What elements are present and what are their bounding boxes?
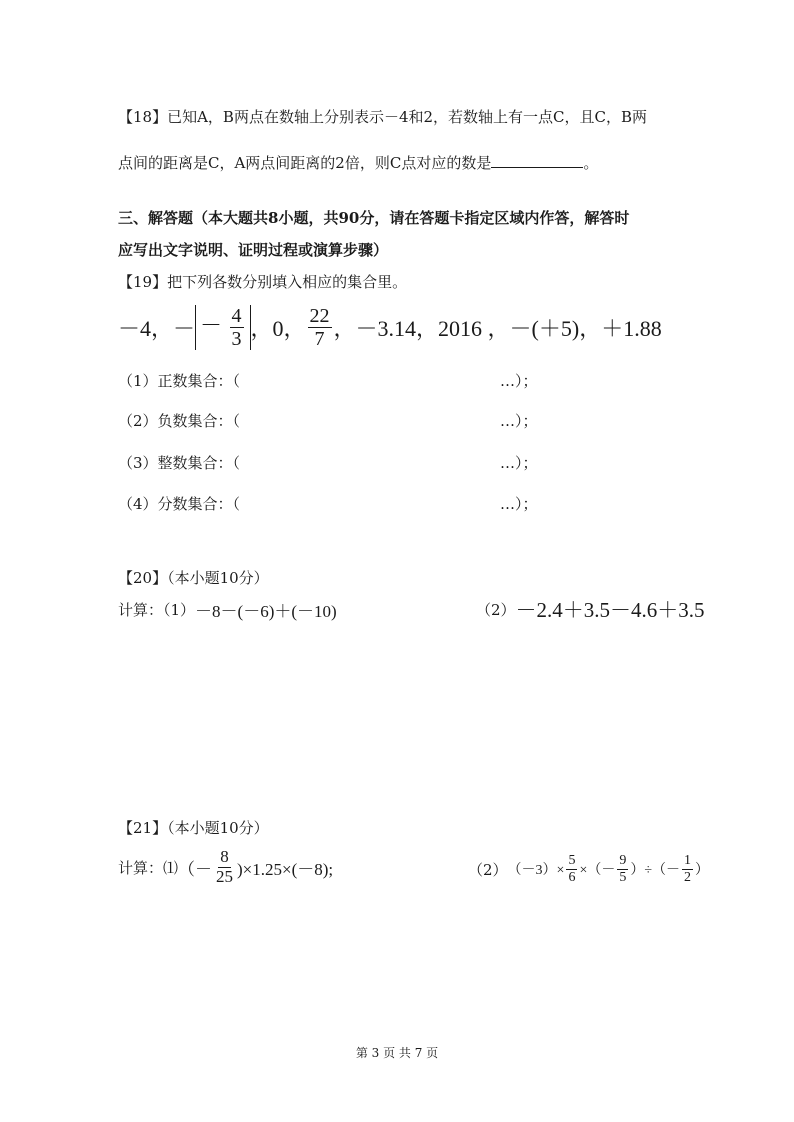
fraction-denominator: 25 — [216, 866, 234, 886]
q21-expr1 — [178, 848, 333, 886]
q19-expr-part-c: ，－3.14，2016 ，－(＋5)，＋1.88 — [333, 315, 662, 341]
absolute-value — [195, 305, 251, 350]
fraction-1-2 — [682, 853, 693, 885]
fraction-denominator: 7 — [314, 327, 325, 350]
q21-p1-rest: )×1.25×(－8); — [237, 859, 334, 879]
q20-expr2: －2.4＋3.5－4.6＋3.5 — [515, 598, 705, 622]
set-integer-end: …）； — [500, 454, 538, 472]
abs-inner-sign: － — [200, 312, 223, 338]
fraction-denominator: 6 — [568, 869, 576, 885]
fraction-22-7 — [308, 305, 332, 350]
q20-part1 — [118, 597, 337, 622]
fraction-numerator: 5 — [568, 853, 576, 869]
q20-part2-label: （2） — [476, 600, 516, 619]
fraction-5-6 — [566, 853, 577, 885]
page-footer: 第 3 页 共 7 页 — [355, 1046, 439, 1060]
q18-line2-end: 。 — [583, 154, 599, 172]
q21-part2 — [468, 845, 709, 893]
fraction-denominator: 2 — [684, 869, 692, 885]
fraction-numerator: 9 — [619, 853, 627, 869]
q20-part2 — [476, 594, 705, 624]
q21-part2-label: （2） — [468, 860, 508, 879]
fraction-denominator: 3 — [231, 327, 242, 350]
fraction-4-3 — [230, 305, 244, 350]
q21-p2-c: ）÷（－ — [630, 863, 681, 878]
set-positive-label: （1）正数集合：（ — [118, 372, 241, 390]
q19-title: 【19】把下列各数分别填入相应的集合里。 — [118, 273, 408, 291]
q21-p2-a: （－3）× — [507, 863, 565, 878]
q20-title: 【20】（本小题10分） — [118, 569, 269, 587]
q21-p2-d: ） — [695, 863, 710, 878]
q19-number-list — [118, 296, 662, 358]
fraction-numerator: 8 — [220, 846, 229, 866]
fraction-numerator: 4 — [231, 304, 242, 327]
q21-title: 【21】（本小题10分） — [118, 819, 269, 837]
set-integer-label: （3）整数集合：（ — [118, 454, 241, 472]
fraction-numerator: 22 — [309, 304, 330, 327]
q21-expr2 — [508, 853, 710, 885]
q21-part1 — [118, 843, 333, 891]
set-fraction-end: …）； — [500, 495, 538, 513]
q18-line2-text: 点间的距离是C，A两点间距离的2倍，则C点对应的数是 — [118, 154, 492, 172]
answer-blank — [491, 153, 583, 168]
fraction-9-5 — [617, 853, 628, 885]
fraction-numerator: 1 — [684, 853, 692, 869]
q19-expr-part-a: －4，－ — [118, 315, 196, 341]
set-positive-end: …）； — [500, 372, 538, 390]
fraction-denominator: 5 — [619, 869, 627, 885]
section3-heading-line1: 三、解答题（本大题共8小题，共90分，请在答题卡指定区域内作答，解答时 — [118, 209, 630, 227]
q21-calc-label: 计算：⑴ — [118, 858, 179, 877]
fraction-8-25 — [214, 848, 235, 886]
q21-p2-b: ×（－ — [579, 863, 616, 878]
q20-expr1: －8－(－6)＋(－10) — [195, 602, 337, 621]
q20-calc-label: 计算：（1） — [118, 601, 196, 619]
set-fraction-label: （4）分数集合：（ — [118, 495, 241, 513]
q18-line1: 【18】已知A，B两点在数轴上分别表示－4和2，若数轴上有一点C，且C，B两 — [118, 108, 648, 126]
q19-expr-part-b: ，0， — [250, 315, 306, 341]
q21-p1-open: （－ — [178, 859, 213, 879]
section3-heading-line2: 应写出文字说明、证明过程或演算步骤） — [118, 241, 389, 259]
set-negative-end: …）； — [500, 412, 538, 430]
set-negative-label: （2）负数集合：（ — [118, 412, 241, 430]
q18-line2 — [118, 152, 598, 173]
